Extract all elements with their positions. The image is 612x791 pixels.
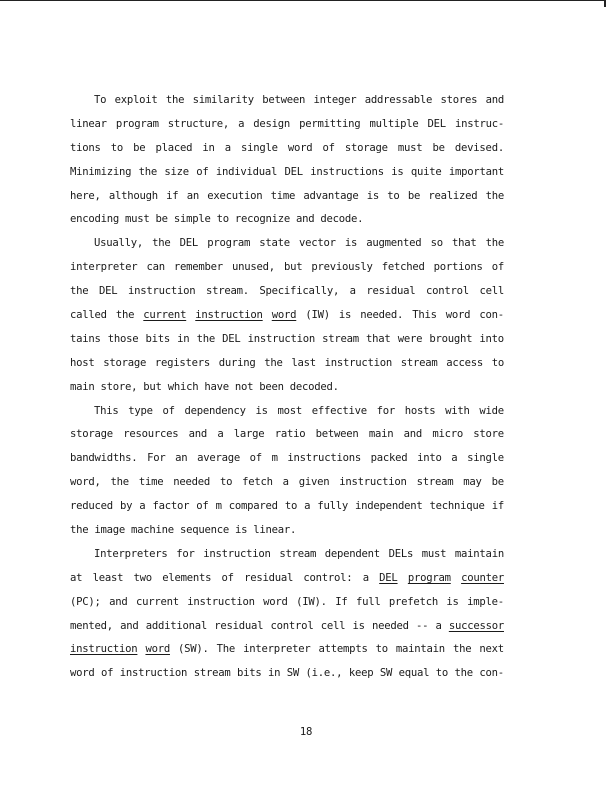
word: instruction (187, 595, 255, 608)
word: encoding (70, 213, 120, 226)
word: stream (193, 667, 231, 680)
word: registers (154, 356, 211, 369)
word: to (387, 189, 400, 202)
word: is (352, 619, 365, 632)
word: resources (123, 428, 179, 441)
word: is (255, 404, 268, 417)
word: at (70, 571, 83, 584)
word: addressable (364, 94, 433, 106)
word: is (366, 189, 380, 202)
word: integer (313, 94, 357, 106)
text-line (70, 232, 504, 256)
word: the (196, 332, 215, 345)
word: of (249, 452, 262, 465)
word: of (162, 404, 175, 417)
word: of (196, 500, 209, 513)
word: is (338, 309, 352, 322)
word: given (298, 476, 330, 489)
word: a (238, 117, 245, 130)
word: for (376, 404, 396, 417)
word: the (454, 667, 473, 680)
text-line (70, 304, 504, 328)
word: by (119, 500, 133, 513)
word: and (109, 595, 128, 608)
word: dependent (324, 547, 380, 560)
word: m (215, 500, 222, 513)
word: is (391, 165, 404, 178)
word: to (375, 643, 388, 656)
word: to (435, 667, 448, 680)
word: is (344, 237, 358, 250)
word: host (70, 356, 95, 369)
word: linear (70, 117, 107, 130)
word: main (70, 380, 95, 393)
text-line (70, 423, 504, 447)
text-line (70, 89, 504, 113)
word: realized (428, 189, 478, 202)
word: between (262, 94, 306, 106)
word: for (176, 547, 195, 560)
word: program (115, 117, 159, 130)
word: instructions (287, 452, 361, 465)
word: stores (440, 94, 478, 106)
text-line (70, 280, 504, 304)
word: a (224, 141, 231, 154)
word: instructions (310, 165, 384, 178)
word: maintain (454, 547, 504, 560)
word: a (282, 476, 289, 489)
text-line (70, 185, 504, 209)
page-number: 18 (299, 726, 313, 738)
word: (PC); (70, 595, 101, 608)
word: quite (410, 165, 442, 178)
underlined-term: word (271, 309, 297, 322)
word: stream (279, 547, 317, 560)
word: can (146, 261, 165, 274)
underlined-term: instruction (70, 643, 138, 656)
word: portions (433, 261, 483, 274)
word: be (432, 141, 445, 154)
word: bits (236, 667, 262, 680)
word: recognize (234, 213, 291, 226)
word: be (133, 141, 146, 154)
word: least (92, 571, 124, 584)
word: a (217, 428, 224, 441)
word: main (368, 428, 394, 441)
word: instruction (119, 667, 188, 680)
word: technique (429, 500, 485, 513)
word: attempts (318, 643, 368, 656)
word: control (426, 285, 469, 298)
word: machine (131, 524, 174, 537)
text-line (70, 591, 504, 615)
word: Interpreters (94, 547, 168, 560)
text-line (70, 638, 504, 662)
word: large (233, 428, 265, 441)
word: to (216, 213, 229, 226)
word: decode. (320, 213, 364, 226)
word: into (417, 452, 442, 465)
word: type (128, 404, 153, 417)
word: ratio (274, 428, 306, 441)
word: instruction (339, 476, 407, 489)
word: must (125, 213, 150, 226)
word: word (263, 595, 288, 608)
word: storage (344, 141, 388, 154)
word: (SW). (178, 643, 209, 656)
word: To (94, 94, 107, 106)
word: con- (479, 309, 504, 322)
word: equal (398, 667, 430, 680)
text-line (70, 447, 504, 471)
underlined-term: program (407, 571, 451, 584)
text-line (70, 495, 504, 519)
word: have (204, 380, 229, 393)
word: mented, (70, 619, 113, 632)
word: a (304, 500, 311, 513)
word: con- (479, 667, 504, 680)
word: into (479, 332, 504, 345)
word: (i.e., (305, 667, 343, 680)
word: packed (370, 452, 408, 465)
word: stream (322, 332, 359, 345)
word: maintain (395, 643, 445, 656)
underlined-term: instruction (195, 309, 263, 322)
word: in (177, 332, 190, 345)
word: that (451, 237, 477, 250)
word: program (207, 237, 251, 250)
word: average (197, 452, 240, 465)
word: with (445, 404, 470, 417)
word: the (485, 189, 504, 202)
word: a (349, 285, 356, 298)
word: wide (479, 404, 504, 417)
word: that (366, 332, 391, 345)
word: control: (303, 571, 353, 584)
word: be (491, 476, 504, 489)
word: be (407, 189, 421, 202)
word: between (315, 428, 359, 441)
word: micro (432, 428, 463, 441)
word: reduced (70, 500, 113, 513)
word: word (287, 141, 313, 154)
word: if (491, 500, 504, 513)
word: must (421, 547, 447, 560)
word: is (446, 595, 459, 608)
word: Usually, (94, 237, 144, 250)
word: of (322, 141, 335, 154)
text-line (70, 567, 504, 591)
word: to (284, 500, 298, 513)
text-line (70, 662, 504, 686)
word: called (70, 309, 107, 322)
word: an (175, 452, 188, 465)
word: decoded. (289, 380, 339, 393)
word: augmented (366, 237, 422, 250)
word: instruction (324, 356, 392, 369)
word: For (147, 452, 166, 465)
text-line (70, 400, 504, 424)
word: tains (70, 332, 101, 345)
word: the (152, 237, 171, 250)
text-line (70, 161, 504, 185)
word: design (253, 117, 291, 130)
word: word (445, 309, 471, 322)
word: which (167, 380, 199, 393)
word: to (491, 356, 504, 369)
word: must (397, 141, 423, 154)
word: but (283, 261, 303, 274)
word: unused, (231, 261, 275, 274)
text-line (70, 376, 504, 400)
word: a (435, 619, 442, 632)
word: and (403, 428, 423, 441)
word: be (155, 213, 168, 226)
word: the (264, 356, 283, 369)
word: stream. (205, 285, 249, 298)
word: interpreter (70, 261, 138, 274)
word: of (101, 667, 114, 680)
word: word (70, 667, 95, 680)
word: This (412, 309, 437, 322)
word: interpreter (243, 643, 311, 656)
word: The (216, 643, 236, 656)
word: fetched (381, 261, 425, 274)
word: brought (429, 332, 473, 345)
word: access (446, 356, 483, 369)
word: if (166, 189, 179, 202)
word: most (277, 404, 303, 417)
word: single (467, 452, 504, 465)
word: placed (155, 141, 193, 154)
text-line (70, 543, 504, 567)
text-line (70, 208, 504, 232)
word: residual (214, 619, 264, 632)
word: cell (320, 619, 346, 632)
word: store (473, 428, 504, 441)
text-line (70, 137, 504, 161)
word: the (115, 309, 135, 322)
word: two (133, 571, 152, 584)
word: the (70, 524, 89, 537)
word: needed. (360, 309, 404, 322)
word: time (138, 476, 164, 489)
text-line (70, 471, 504, 495)
word: factor (152, 500, 190, 513)
word: in (202, 141, 215, 154)
word: a (139, 500, 146, 513)
word: those (107, 332, 139, 345)
word: last (291, 356, 316, 369)
word: to (110, 141, 124, 154)
word: keep (348, 667, 374, 680)
word: is (234, 524, 248, 537)
word: effective (311, 404, 367, 417)
word: the (165, 94, 185, 106)
word: m (271, 452, 278, 465)
word: additional (145, 619, 208, 632)
word: If (335, 595, 348, 608)
underlined-term: word (145, 643, 170, 656)
word: This (94, 404, 119, 417)
word: not (234, 380, 254, 393)
word: image (94, 524, 126, 537)
word: DEL (179, 237, 199, 250)
word: a (362, 571, 369, 584)
word: Specifically, (259, 285, 340, 298)
word: the (452, 643, 472, 656)
page-top-edge (0, 0, 606, 7)
word: linear. (253, 524, 297, 537)
word: bits (145, 332, 171, 345)
word: DEL (427, 117, 446, 130)
word: cell (479, 285, 504, 298)
word: control (270, 619, 314, 632)
word: and (188, 428, 208, 441)
word: although (108, 189, 158, 202)
word: so (430, 237, 443, 250)
word: been (259, 380, 284, 393)
word: store, (100, 380, 138, 393)
text-line (70, 519, 504, 543)
word: in (268, 667, 281, 680)
word: the (110, 476, 129, 489)
word: execution (207, 189, 263, 202)
word: simple (173, 213, 211, 226)
word: but (143, 380, 162, 393)
word: and (296, 213, 315, 226)
text-line (70, 328, 504, 352)
word: fetch (242, 476, 273, 489)
word: next (479, 643, 504, 656)
underlined-term: DEL (379, 571, 398, 584)
word: current (135, 595, 179, 608)
word: SW (286, 667, 300, 680)
word: DEL (98, 285, 118, 298)
word: state (259, 237, 290, 250)
word: instruction (203, 547, 271, 560)
word: word, (70, 476, 101, 489)
word: (IW) (305, 309, 330, 322)
word: advantage (303, 189, 359, 202)
word: the (70, 285, 89, 298)
word: size (164, 165, 189, 178)
word: the (138, 165, 158, 178)
word: DEL (284, 165, 303, 178)
word: here, (70, 189, 101, 202)
word: and (485, 94, 504, 106)
word: prefetch (388, 595, 438, 608)
word: the (485, 237, 504, 250)
word: needed (173, 476, 211, 489)
word: instruc- (454, 117, 504, 130)
word: of (221, 571, 234, 584)
text-line (70, 352, 504, 376)
word: multiple (369, 117, 419, 130)
word: DELs (388, 547, 414, 560)
text-line (70, 113, 504, 137)
word: residual (366, 285, 416, 298)
word: of (196, 165, 209, 178)
word: storage (70, 428, 113, 441)
underlined-term: successor (448, 619, 504, 632)
word: and (120, 619, 139, 632)
word: independent (355, 500, 423, 513)
underlined-term: current (143, 309, 187, 322)
word: exploit (114, 94, 158, 106)
word: -- (415, 619, 429, 632)
word: important (448, 165, 504, 178)
word: a (451, 452, 458, 465)
word: dependency (184, 404, 246, 417)
word: structure, (167, 117, 230, 130)
word: single (241, 141, 278, 154)
word: previously (311, 261, 373, 274)
word: sequence (179, 524, 229, 537)
word: may (463, 476, 482, 489)
word: permitting (299, 117, 361, 130)
word: elements (162, 571, 212, 584)
document-body-text (70, 89, 504, 686)
word: instruction (247, 332, 316, 345)
word: Minimizing (70, 165, 132, 178)
word: bandwidths. (70, 452, 138, 465)
word: SW (379, 667, 393, 680)
word: stream (416, 476, 454, 489)
word: needed (371, 619, 409, 632)
word: of (491, 261, 504, 274)
word: stream (400, 356, 438, 369)
word: compared (228, 500, 278, 513)
word: DEL (222, 332, 241, 345)
word: remember (173, 261, 223, 274)
word: to (219, 476, 233, 489)
word: hosts (404, 404, 436, 417)
word: similarity (192, 94, 254, 106)
underlined-term: counter (461, 571, 504, 584)
word: tions (70, 141, 101, 154)
text-line (70, 615, 504, 639)
word: instruction (127, 285, 196, 298)
text-line (70, 256, 504, 280)
word: devised. (454, 141, 504, 154)
word: individual (215, 165, 278, 178)
word: during (218, 356, 256, 369)
word: storage (103, 356, 147, 369)
word: were (397, 332, 423, 345)
word: full (355, 595, 381, 608)
word: imple- (467, 595, 504, 608)
word: residual (244, 571, 294, 584)
word: fully (317, 500, 348, 513)
word: (IW). (296, 595, 327, 608)
word: vector (298, 237, 336, 250)
word: an (186, 189, 199, 202)
word: time (270, 189, 296, 202)
